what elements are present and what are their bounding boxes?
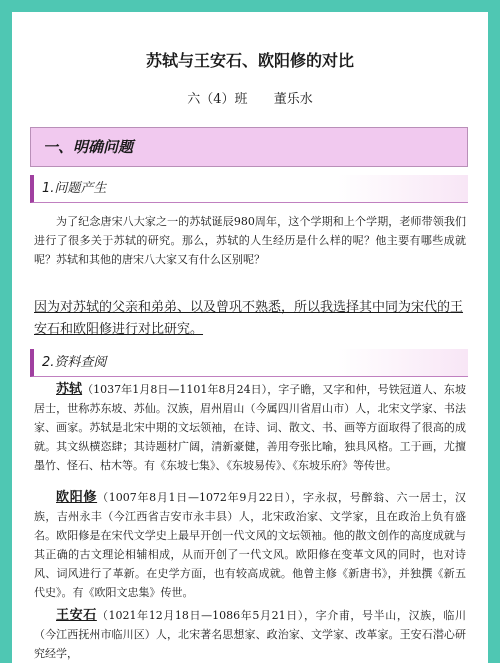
- entry-name-ouyang-xiu: 欧阳修: [56, 490, 98, 505]
- entry-name-wang-anshi: 王安石: [56, 608, 97, 623]
- document-page: [12, 12, 488, 663]
- entry-text-su-shi: （1037年1月8日—1101年8月24日），字子瞻，又字和仲，号铁冠道人、东坡居士，世称苏东坡、苏仙。汉族，眉州眉山（今属四川省眉山市）人，北宋文学家、书法家、画家。苏轼是北宋中期的文坛领袖，在诗、词、散文、书、画等方面取得了很高的成就。其文纵横恣肆；其诗题材广阔，清新豪健，善用夸张比喻，独具风格。工于画，尤擅墨竹、怪石、枯木等。有《东坡七集》、《东坡易传》、《东坡乐府》等传世。: [34, 383, 466, 472]
- entry-text-wang-anshi: （1021年12月18日—1086年5月21日），字介甫，号半山，汉族，临川（今江西抚州市临川区）人，北宋著名思想家、政治家、文学家、改革家。王安石潜心研究经学，: [34, 609, 466, 660]
- highlight-text: 因为对苏轼的父亲和弟弟、以及曾巩不熟悉，所以我选择其中同为宋代的王安石和欧阳修进行对比研究。: [34, 300, 464, 337]
- entry-ouyang-xiu: [34, 488, 466, 602]
- entry-wang-anshi: [34, 606, 466, 663]
- entry-text-ouyang-xiu: （1007年8月1日—1072年9月22日），字永叔，号醉翁、六一居士，汉族，吉州永丰（今江西省吉安市永丰县）人，北宋政治家、文学家，且在政治上负有盛名。欧阳修是在宋代文学史上最早开创一代文风的文坛领袖。他的散文创作的高度成就与其正确的古文理论相辅相成，从而开创了一代文风。欧阳修在变革文风的同时，也对诗风、词风进行了革新。在史学方面，也有较高成就。他曾主修《新唐书》，并独撰《新五代史》。有《欧阳文忠集》传世。: [34, 491, 466, 599]
- subsection-heading-research: 2.资料查阅: [30, 349, 468, 377]
- intro-paragraph: 为了纪念唐宋八大家之一的苏轼诞辰980周年，这个学期和上个学期，老师带领我们进行了很多关于苏轼的研究。那么，苏轼的人生经历是什么样的呢？他主要有哪些成就呢？苏轼和其他的唐宋八大家又有什么区别呢？: [34, 215, 466, 266]
- page-title: 苏轼与王安石、欧阳修的对比: [145, 51, 354, 70]
- section-heading-clarify-question: 一、明确问题: [30, 127, 468, 167]
- author-line: [12, 88, 488, 107]
- author-name: 董乐水: [273, 92, 313, 107]
- highlight-paragraph: [34, 297, 466, 341]
- entry-name-su-shi: 苏轼: [56, 382, 83, 397]
- subsection-heading-question-origin: 1.问题产生: [30, 175, 468, 203]
- class-label: 六（4）班: [187, 92, 248, 107]
- entry-su-shi: [34, 380, 466, 475]
